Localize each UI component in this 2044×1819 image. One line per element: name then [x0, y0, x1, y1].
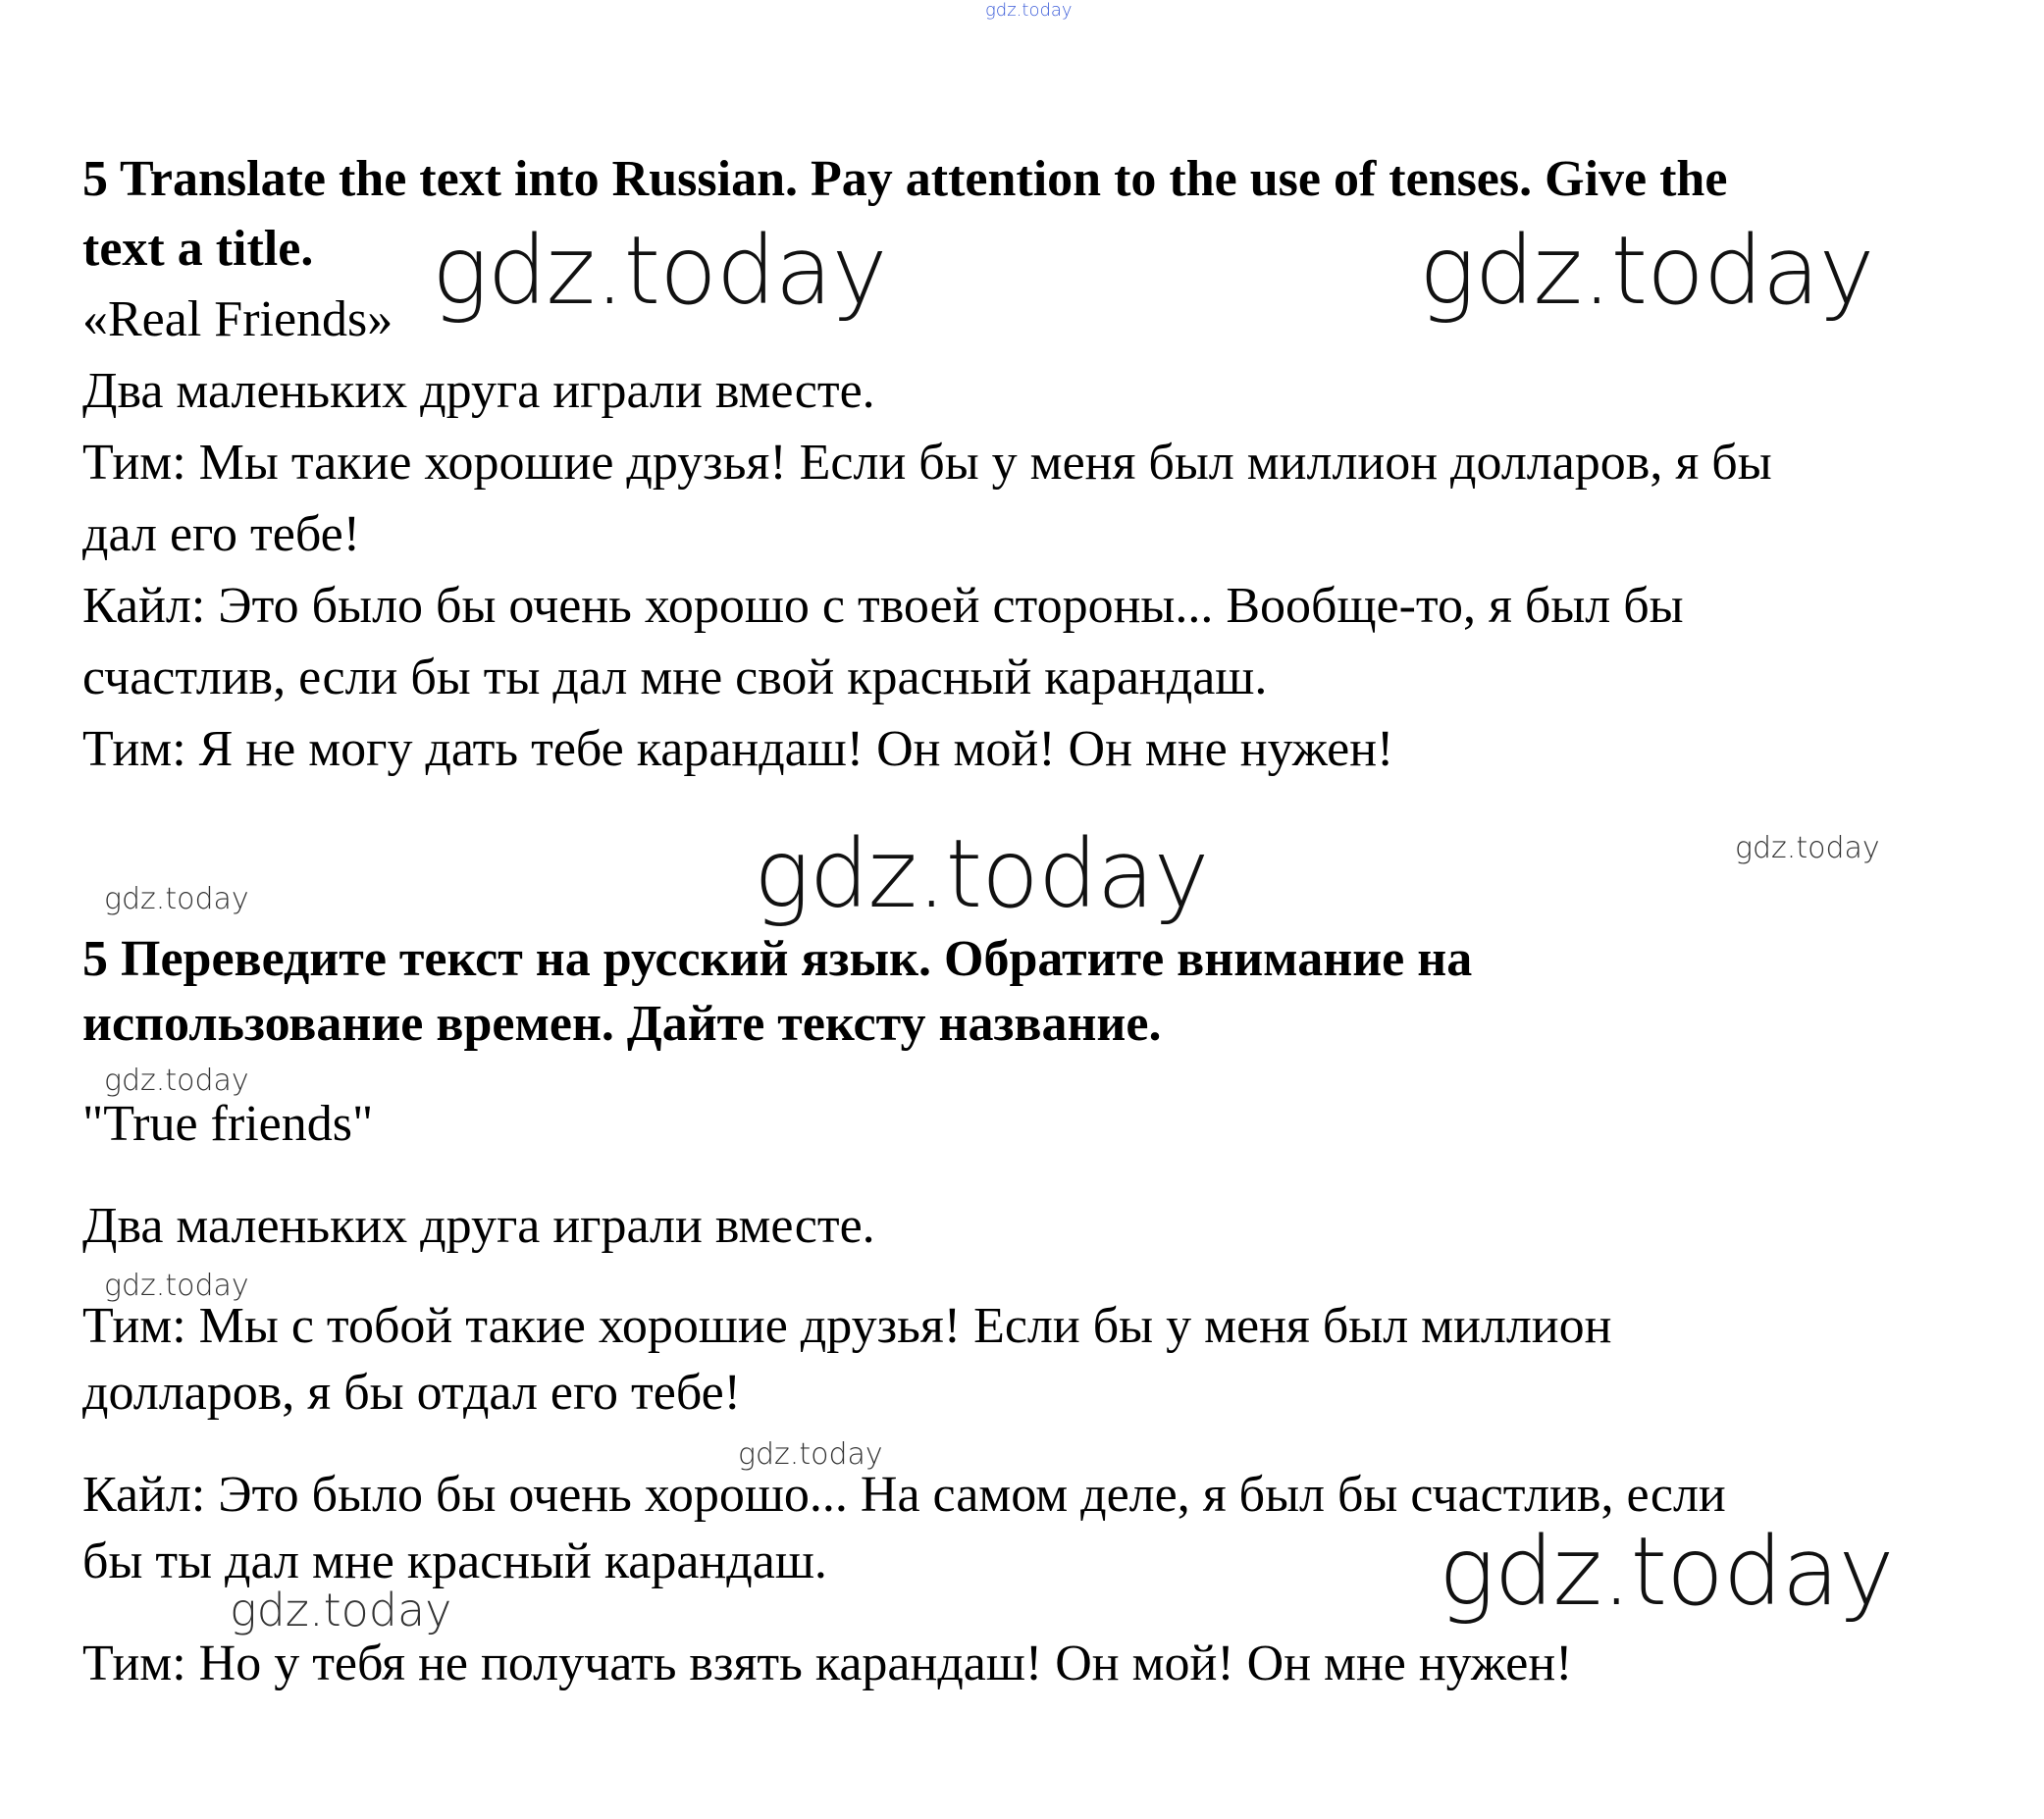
text-line-2: Тим: Мы такие хорошие друзья! Если бы у меня был миллион долларов, я бы [82, 435, 1772, 491]
task-heading-ru-line2: использование времен. Дайте тексту название. [82, 996, 1162, 1052]
task-heading-en-line1: 5 Translate the text into Russian. Pay attention to the use of tenses. Give the [82, 151, 1728, 207]
translation-line-1: Два маленьких друга играли вместе. [82, 1198, 875, 1254]
task-heading-ru-line1: 5 Переведите текст на русский язык. Обратите внимание на [82, 931, 1473, 987]
watermark-8: gdz.today [738, 1437, 883, 1472]
translation-line-4: Кайл: Это было бы очень хорошо... На самом деле, я был бы счастлив, если [82, 1467, 1726, 1523]
watermark-7: gdz.today [104, 1269, 249, 1303]
watermark-3: gdz.today [754, 819, 1209, 929]
translation-line-3: долларов, я бы отдал его тебе! [82, 1365, 741, 1421]
text-line-1: Два маленьких друга играли вместе. [82, 363, 875, 419]
watermark-10: gdz.today [230, 1584, 452, 1637]
watermark-6: gdz.today [104, 1064, 249, 1098]
text-line-3: дал его тебе! [82, 506, 361, 562]
watermark-9: gdz.today [1439, 1517, 1894, 1627]
text-line-6: Тим: Я не могу дать тебе карандаш! Он мой! Он мне нужен! [82, 721, 1394, 777]
watermark-5: gdz.today [104, 882, 249, 916]
task-heading-en-line2: text a title. [82, 221, 314, 277]
translation-line-2: Тим: Мы с тобой такие хорошие друзья! Если бы у меня был миллион [82, 1298, 1612, 1354]
watermark-1: gdz.today [432, 216, 887, 326]
text-line-4: Кайл: Это было бы очень хорошо с твоей стороны... Вообще-то, я был бы [82, 578, 1684, 634]
watermark-2: gdz.today [1419, 216, 1874, 326]
text-title-original: «Real Friends» [82, 291, 393, 347]
translation-line-6: Тим: Но у тебя не получать взять карандаш! Он мой! Он мне нужен! [82, 1636, 1573, 1691]
translation-line-5: бы ты дал мне красный карандаш. [82, 1533, 827, 1589]
watermark-top: gdz.today [985, 0, 1073, 21]
text-title-translation: "True friends" [82, 1096, 374, 1152]
text-line-5: счастлив, если бы ты дал мне свой красный карандаш. [82, 650, 1268, 705]
watermark-4: gdz.today [1735, 831, 1880, 865]
